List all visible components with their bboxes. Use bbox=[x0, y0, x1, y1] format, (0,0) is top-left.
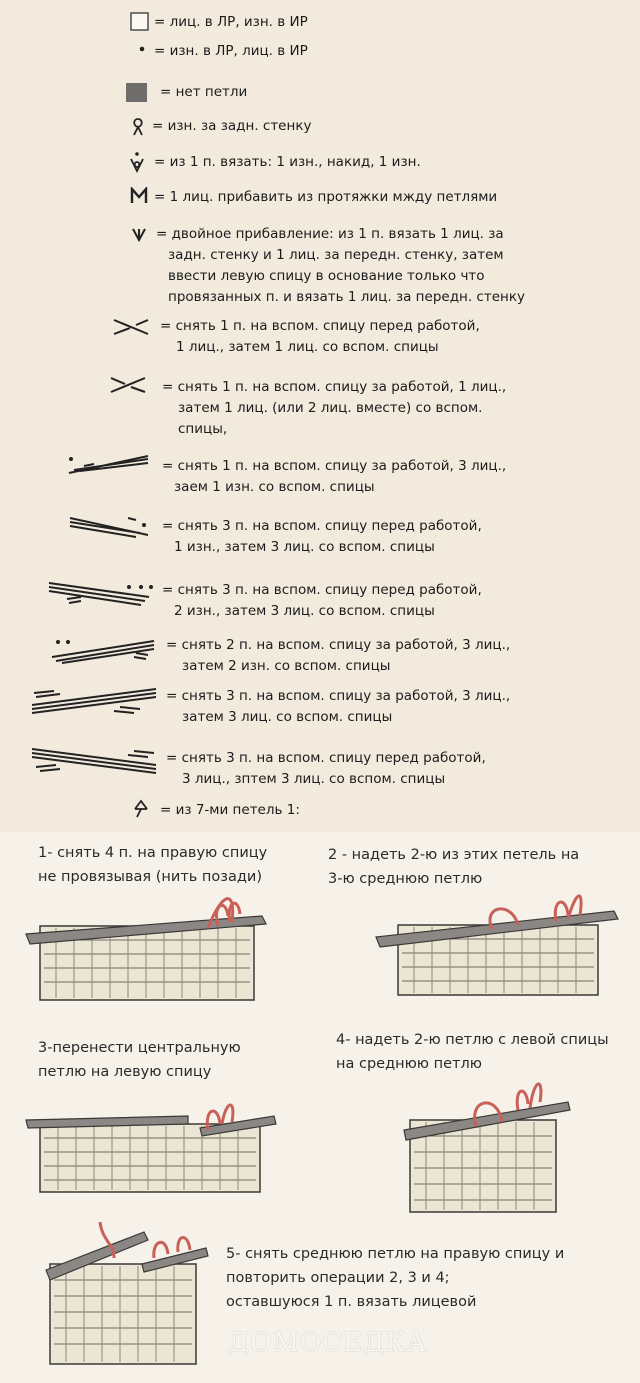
step-2-illustration bbox=[372, 885, 624, 1003]
knit-square-icon bbox=[130, 12, 150, 32]
legend-text-5: = 1 лиц. прибавить из протяжки мжду петлями bbox=[154, 189, 498, 205]
purl-yo-purl-icon bbox=[129, 151, 145, 175]
legend-text-12: = снять 2 п. на вспом. спицу за работой, 3 лиц., затем 2 изн. со вспом. спицы bbox=[166, 637, 511, 674]
legend-text-3: = изн. за задн. стенку bbox=[152, 118, 312, 134]
step-5-illustration bbox=[42, 1212, 212, 1370]
step-4-illustration bbox=[402, 1076, 572, 1218]
step-4-text: 4- надеть 2-ю петлю с левой спицы на среднюю петлю bbox=[336, 1032, 609, 1072]
legend-text-10: = снять 3 п. на вспом. спицу перед работой, 1 изн., затем 3 лиц. со вспом. спицы bbox=[162, 518, 482, 555]
cable-3-3-back-icon bbox=[30, 685, 160, 715]
legend-text-13: = снять 3 п. на вспом. спицу за работой, 3 лиц., затем 3 лиц. со вспом. спицы bbox=[166, 688, 511, 725]
purl-dot-icon bbox=[137, 44, 147, 54]
step-5-text: 5- снять среднюю петлю на правую спицу и повторить операции 2, 3 и 4; оставшуюся 1 п. вязать лицевой bbox=[226, 1246, 565, 1310]
step-1-text: 1- снять 4 п. на правую спицу не провязывая (нить позади) bbox=[38, 845, 268, 885]
watermark-logo: ДОМОСЕДКА bbox=[228, 1328, 428, 1358]
cable-1-1-front-icon bbox=[112, 316, 152, 338]
legend-text-7: = снять 1 п. на вспом. спицу перед работой, 1 лиц., затем 1 лиц. со вспом. спицы bbox=[160, 318, 480, 355]
cable-2-3-back-icon bbox=[50, 635, 160, 665]
legend-text-6: = двойное прибавление: из 1 п. вязать 1 лиц. за задн. стенку и 1 лиц. за передн. стенку, затем ввести левую спицу в основание только что провязанных п. и вязать 1 лиц. за передн. стенку bbox=[156, 226, 525, 305]
legend-text-8: = снять 1 п. на вспом. спицу за работой, 1 лиц., затем 1 лиц. (или 2 лиц. вместе) со вспом. спицы, bbox=[162, 379, 507, 437]
legend-text-4: = из 1 п. вязать: 1 изн., накид, 1 изн. bbox=[154, 154, 421, 170]
legend-text-9: = снять 1 п. на вспом. спицу за работой, 3 лиц., заем 1 изн. со вспом. спицы bbox=[162, 458, 507, 495]
legend-text-0: = лиц. в ЛР, изн. в ИР bbox=[154, 14, 308, 30]
make-one-icon bbox=[130, 187, 148, 205]
legend-text-14: = снять 3 п. на вспом. спицу перед работой, 3 лиц., зптем 3 лиц. со вспом. спицы bbox=[166, 750, 486, 787]
cable-1-3-back-icon bbox=[64, 452, 154, 476]
cable-1-1-back-icon bbox=[109, 374, 149, 396]
double-increase-icon bbox=[131, 227, 147, 243]
cable-3-2-front-icon bbox=[45, 577, 157, 607]
twisted-purl-icon bbox=[131, 116, 145, 138]
step-3-text: 3-перенести центральную петлю на левую спицу bbox=[38, 1040, 241, 1080]
step-1-illustration bbox=[22, 888, 274, 1008]
seven-into-one-icon bbox=[132, 799, 150, 819]
legend-text-15: = из 7-ми петель 1: bbox=[160, 802, 300, 818]
no-stitch-square-icon bbox=[126, 83, 148, 103]
step-2-text: 2 - надеть 2-ю из этих петель на 3-ю среднюю петлю bbox=[328, 847, 580, 887]
step-3-illustration bbox=[22, 1094, 280, 1198]
legend-text-11: = снять 3 п. на вспом. спицу перед работой, 2 изн., затем 3 лиц. со вспом. спицы bbox=[162, 582, 482, 619]
cable-3-1-front-icon bbox=[66, 513, 156, 539]
legend-text-2: = нет петли bbox=[160, 84, 248, 100]
legend-text-1: = изн. в ЛР, лиц. в ИР bbox=[154, 43, 308, 59]
cable-3-3-front-icon bbox=[30, 745, 160, 775]
